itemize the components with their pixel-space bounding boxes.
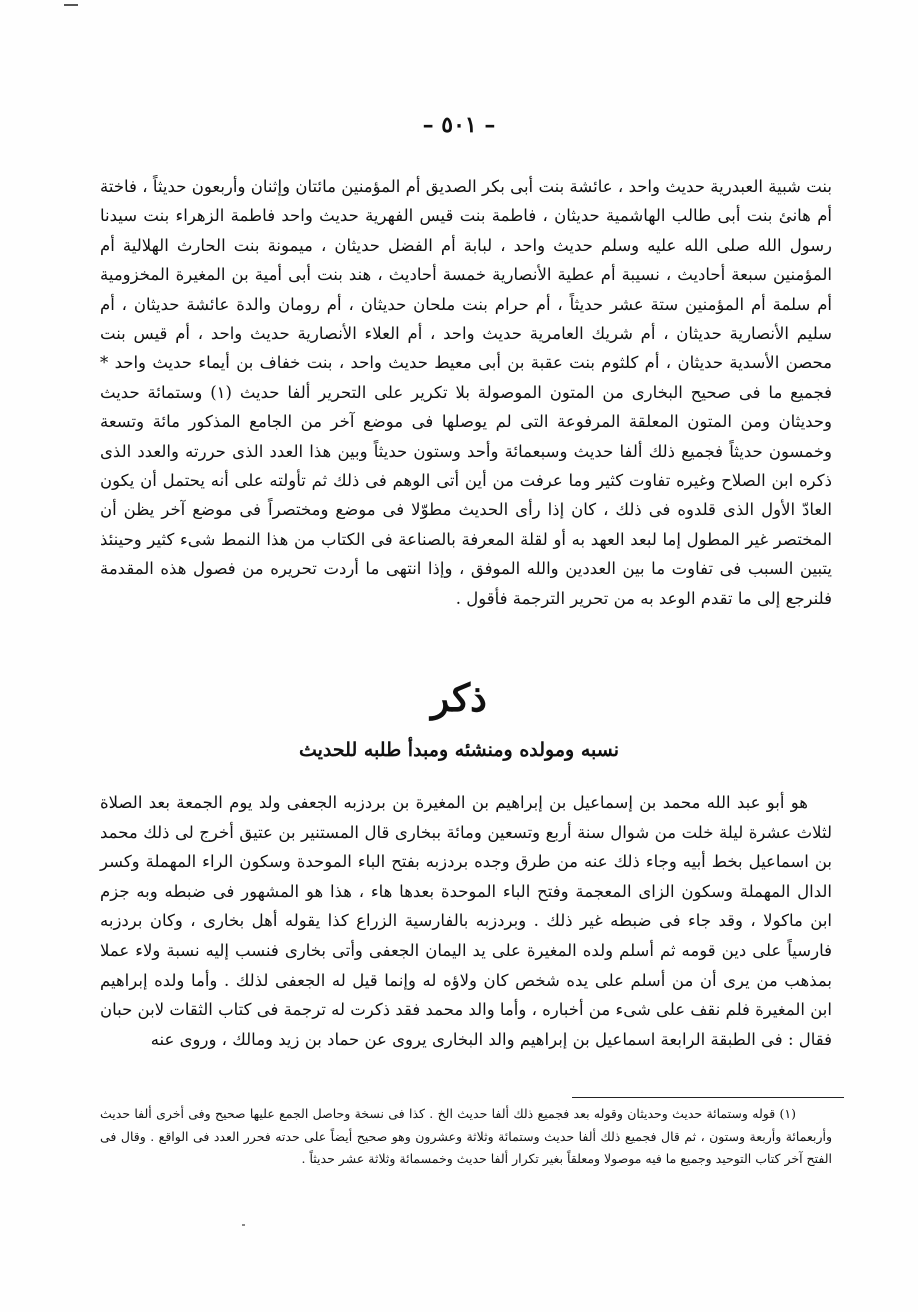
scan-speck — [242, 1224, 245, 1226]
section-subheading: نسبه ومولده ومنشئه ومبدأ طلبه للحديث — [298, 739, 619, 761]
footnote-text: (١) قوله وستمائة حديث وحديثان وقوله بعد فجميع ذلك ألفا حديث الخ . كذا فى نسخة وحاصل الجمع عليها صحيح وفى أخرى ألفا حديث وأربعمائة وأربعة وستون ، ثم قال فجميع ذلك ألفا حديث وستمائة وثلاثة وعشرون وهو صحيح أيضاً على حدته فحرر العدد فى الواقع . وقال فى الفتح آخر كتاب التوحيد وجميع ما فيه موصولا ومعلقاً بغير تكرار ألفا حديث وخمسمائة وثلاثة عشر حديثاً . — [100, 1106, 832, 1166]
body-paragraph-2-text: هو أبو عبد الله محمد بن إسماعيل بن إبراهيم بن المغيرة بن بردزبه الجعفى ولد يوم الجمعة بعد الصلاة لثلاث عشرة ليلة خلت من شوال سنة أربع وتسعين ومائة ببخارى قال المستنير بن عتيق أخرج لى ذلك محمد بن اسماعيل بخط أبيه وجاء ذلك عنه من طرق وجده بردزبه بفتح الباء الموحدة وسكون الراء المهملة وكسر الدال المهملة وسكون الزاى المعجمة وفتح الباء الموحدة بعدها هاء ، هذا هو المشهور فى ضبطه وبه جزم ابن ماكولا ، وقد جاء فى ضبطه غير ذلك . وبردزبه بالفارسية الزراع كذا يقوله أهل بخارى ، وكان بردزبه فارسياً على دين قومه ثم أسلم ولده المغيرة على يد اليمان الجعفى وأتى بخارى فنسب إليه نسبة ولاء عملا بمذهب من يرى أن من أسلم على يده شخص كان ولاؤه له وإنما قيل له الجعفى لذلك . وأما ولده إبراهيم ابن المغيرة فلم نقف على شىء من أخباره ، وأما والد محمد فقد ذكرت له ترجمة فى كتاب الثقات لابن حبان فقال : فى الطبقة الرابعة اسماعيل بن إبراهيم والد البخارى يروى عن حماد بن زيد ومالك ، وروى عنه — [99, 793, 832, 1049]
body-paragraph-2 — [100, 788, 832, 1054]
section-heading: ذكر — [431, 675, 487, 720]
footnote — [100, 1103, 832, 1171]
body-paragraph-1: بنت شبية العبدرية حديث واحد ، عائشة بنت أبى بكر الصديق أم المؤمنين مائتان وإثنان وأربعون حديثاً ، فاختة أم هانئ بنت أبى طالب الهاشمية حديثان ، فاطمة بنت قيس الفهرية حديث واحد فاطمة الزهراء بنت سيدنا رسول الله صلى الله عليه وسلم حديث واحد ، لبابة أم الفضل حديثان ، ميمونة بنت الحارث الهلالية أم المؤمنين سبعة أحاديث ، نسيبة أم عطية الأنصارية خمسة أحاديث ، هند بنت أبى أمية بن المغيرة المخزومية أم سلمة أم المؤمنين ستة عشر حديثاً ، أم حرام بنت ملحان حديثان ، أم رومان والدة عائشة حديثان ، أم سليم الأنصارية حديثان ، أم شريك العامرية حديث واحد ، أم العلاء الأنصارية حديث واحد ، أم قيس بنت محصن الأسدية حديثان ، أم كلثوم بنت عقبة بن أبى معيط حديث واحد ، بنت خفاف بن أيماء حديث واحد * فجميع ما فى صحيح البخارى من المتون الموصولة بلا تكرير على التحرير ألفا حديث (١) وستمائة حديث وحديثان ومن المتون المعلقة المرفوعة التى لم يوصلها فى موضع آخر من الجامع المذكور مائة وتسعة وخمسون حديثاً فجميع ذلك ألفا حديث وسبعمائة وأحد وستون حديثاً وبين هذا العدد الذى حررته والعدد الذى ذكره ابن الصلاح وغيره تفاوت كثير وما عرفت من أين أتى الوهم فى ذلك ثم تأولته على أنه يحتمل أن يكون العادّ الأول الذى قلدوه فى ذلك ، كان إذا رأى الحديث مطوّلا فى موضع ومختصراً فى موضع آخر يظن أن المختصر غير المطول إما لبعد العهد به أو لقلة المعرفة بالصناعة فى الكتاب من هذا النمط شىء كثير وحينئذ يتبين السبب فى تفاوت ما بين العددين والله الموفق ، وإذا انتهى ما أردت تحريره من فصول هذه المقدمة فلنرجع إلى ما تقدم الوعد به من تحرير الترجمة فأقول . — [100, 177, 833, 608]
footnote-separator — [572, 1097, 844, 1098]
scan-mark — [64, 4, 78, 6]
page-number: – ٥٠١ – — [422, 112, 496, 138]
